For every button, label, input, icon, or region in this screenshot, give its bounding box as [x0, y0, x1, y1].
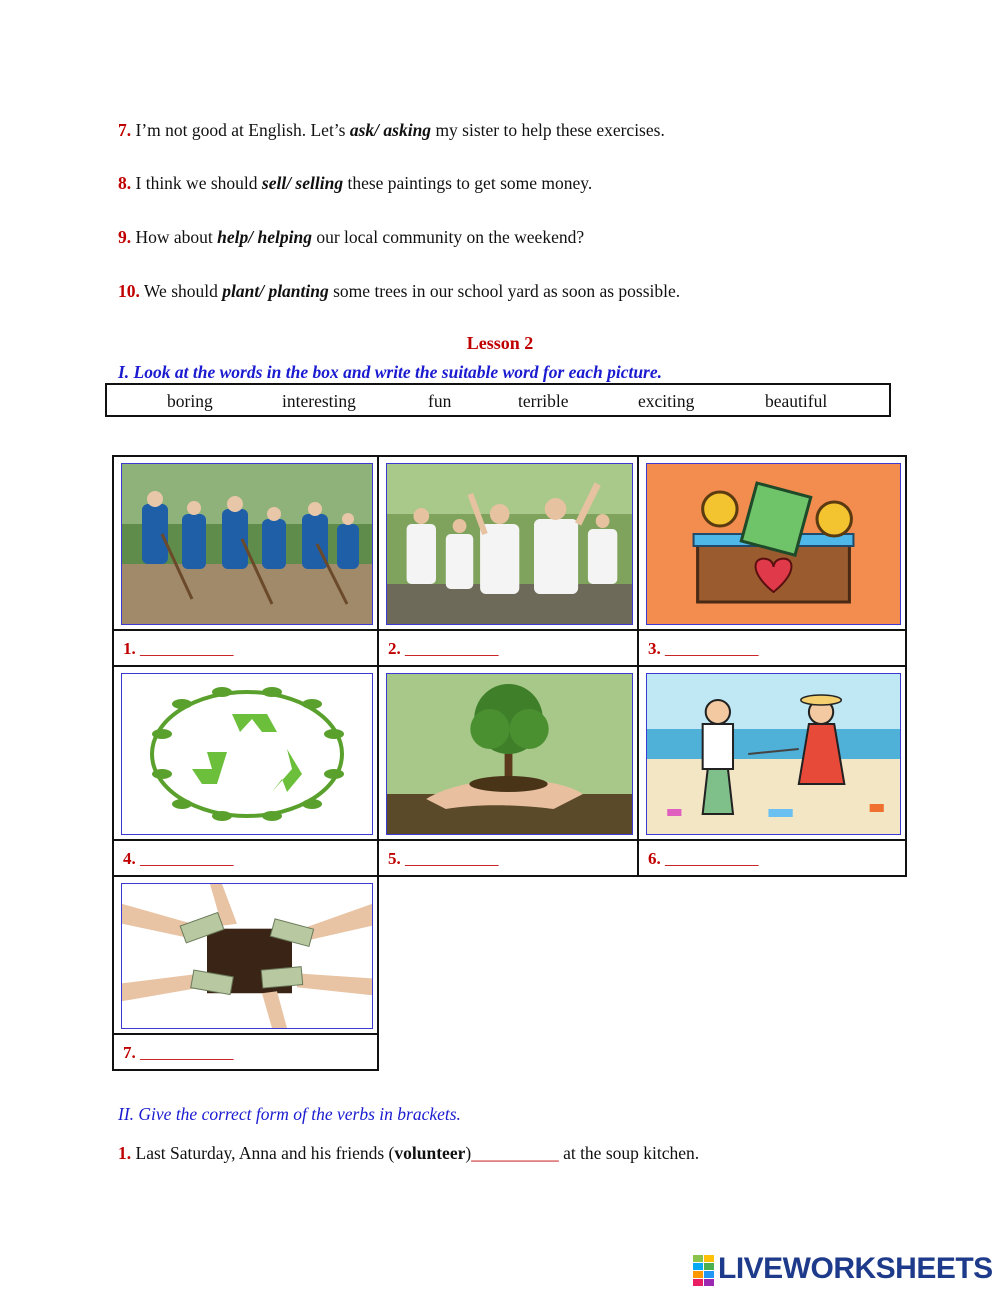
label-cell [378, 840, 638, 876]
picture-cell [378, 666, 638, 840]
choice-option[interactable]: plant/ planting [222, 281, 329, 301]
sentence-10 [118, 281, 680, 302]
hands-with-money-image [121, 883, 373, 1029]
item-number: 1. [118, 1143, 132, 1163]
answer-blank[interactable]: ___________ [405, 639, 499, 658]
sentence-text: my sister to help these exercises. [431, 120, 665, 140]
label-cell [113, 1034, 378, 1070]
word-box-item: beautiful [765, 391, 828, 411]
sentence-text: How about [131, 227, 218, 247]
choice-option[interactable]: help/ helping [217, 227, 312, 247]
sentence-8 [118, 173, 592, 194]
choice-option[interactable]: ask/ asking [349, 120, 432, 140]
empty-cell [638, 876, 906, 1034]
exercise-item-1 [118, 1143, 699, 1164]
picture-cell [378, 456, 638, 630]
picture-cell [113, 666, 378, 840]
label-cell [638, 840, 906, 876]
answer-blank[interactable]: ___________ [140, 849, 234, 868]
verb-in-brackets: volunteer [394, 1143, 466, 1163]
answer-blank[interactable]: ___________ [665, 639, 759, 658]
label-cell [638, 630, 906, 666]
sentence-number: 7. [118, 120, 132, 140]
word-box-item: terrible [518, 391, 569, 411]
picture-number: 2. [388, 639, 401, 658]
sentence-text: We should [139, 281, 223, 301]
choice-option[interactable]: sell/ selling [261, 173, 344, 193]
word-box-item: interesting [282, 391, 356, 411]
section1-heading: I. Look at the words in the box and write the suitable word for each picture. [118, 362, 663, 382]
recycle-symbol-image [121, 673, 373, 835]
brand-wordmark: LIVEWORKSHEETS [718, 1252, 993, 1285]
label-cell [378, 630, 638, 666]
sentence-9 [118, 227, 584, 248]
sentence-number: 8. [118, 173, 132, 193]
picture-number: 3. [648, 639, 661, 658]
tree-in-hands-image [386, 673, 633, 835]
empty-cell [378, 876, 638, 1034]
answer-blank[interactable]: ___________ [405, 849, 499, 868]
sentence-text: I’m not good at English. Let’s [131, 120, 350, 140]
word-box-item: exciting [638, 391, 695, 411]
picture-number: 7. [123, 1043, 136, 1062]
picture-cell [113, 876, 378, 1034]
picture-grid [112, 455, 907, 1071]
sentence-number: 9. [118, 227, 132, 247]
item-text: at the soup kitchen. [558, 1143, 700, 1163]
picture-number: 5. [388, 849, 401, 868]
empty-cell [378, 1034, 638, 1070]
charity-walk-image [386, 463, 633, 625]
picture-cell [638, 456, 906, 630]
sentence-number: 10. [118, 281, 140, 301]
sentence-text: some trees in our school yard as soon as possible. [328, 281, 681, 301]
sentence-7 [118, 120, 665, 141]
empty-cell [638, 1034, 906, 1070]
section2-heading: II. Give the correct form of the verbs in brackets. [118, 1104, 461, 1124]
picture-cell [638, 666, 906, 840]
label-cell [113, 630, 378, 666]
item-text: Last Saturday, Anna and his friends ( [131, 1143, 395, 1163]
answer-blank[interactable]: ___________ [140, 1043, 234, 1062]
answer-blank[interactable]: ___________ [140, 639, 234, 658]
sentence-text: I think we should [131, 173, 262, 193]
label-cell [113, 840, 378, 876]
picture-number: 6. [648, 849, 661, 868]
liveworksheets-logo-icon [693, 1253, 715, 1287]
answer-blank[interactable]: ___________ [665, 849, 759, 868]
sentence-text: our local community on the weekend? [311, 227, 585, 247]
item-text: ) [465, 1143, 472, 1163]
lesson-title: Lesson 2 [466, 333, 534, 353]
picture-number: 4. [123, 849, 136, 868]
word-box-item: fun [428, 391, 452, 411]
picture-cell [113, 456, 378, 630]
volunteers-digging-image [121, 463, 373, 625]
sentence-text: these paintings to get some money. [343, 173, 593, 193]
picture-number: 1. [123, 639, 136, 658]
answer-blank[interactable]: __________ [471, 1143, 559, 1163]
beach-cleanup-image [646, 673, 901, 835]
word-box [105, 383, 891, 417]
donation-box-image [646, 463, 901, 625]
word-box-item: boring [167, 391, 213, 411]
